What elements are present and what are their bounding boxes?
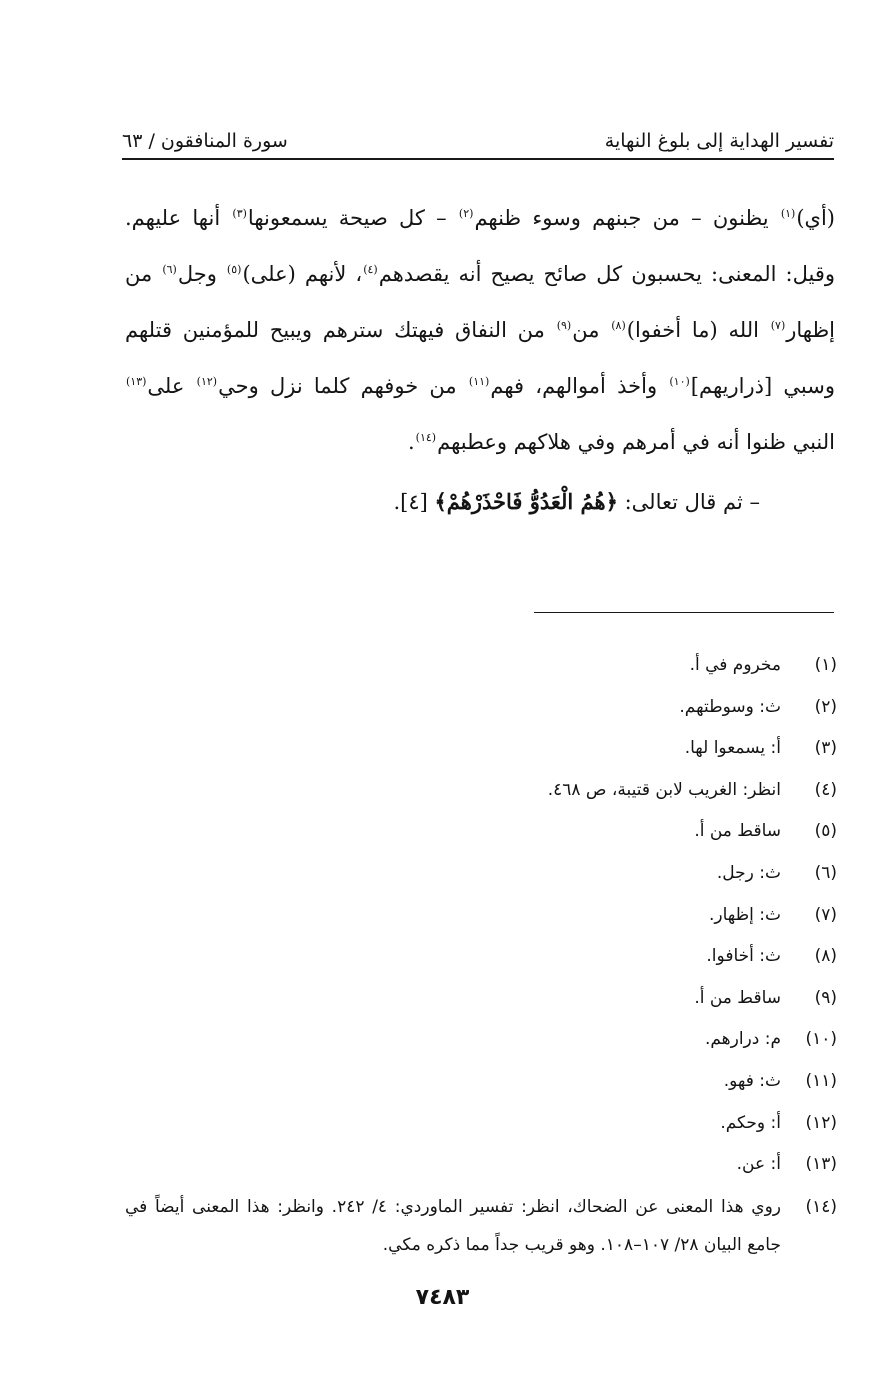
footnote-number: (١١) — [805, 1070, 837, 1091]
footnote-text: ث: وسوطتهم. — [679, 696, 781, 717]
footnote-item — [125, 645, 837, 687]
text-run: أنها عليهم. وقيل: المعنى: يحسبون كل صائح يصيح أنه يقصدهم — [125, 206, 835, 286]
footnote-item — [125, 687, 837, 729]
footnote-text: ث: إظهار. — [708, 904, 781, 925]
footnote-number: (١٤) — [805, 1196, 837, 1217]
text-run: على — [147, 374, 196, 398]
footnote-item — [125, 770, 837, 812]
text-run: ، لأنهم (على) — [242, 262, 363, 286]
text-run: . — [407, 430, 415, 454]
footnote-ref: (٤) — [363, 263, 378, 276]
footnote-item — [125, 936, 837, 978]
footnote-ref: (١٤) — [415, 431, 437, 444]
footnote-text: مخروم في أ. — [689, 655, 781, 675]
text-run: وجل — [177, 262, 226, 286]
footnote-number: (٦) — [814, 862, 837, 883]
footnote-item — [125, 853, 837, 895]
footnote-number: (٥) — [814, 821, 837, 842]
footnote-ref: (٣) — [232, 207, 247, 220]
footnote-ref: (٦) — [162, 263, 177, 276]
text-run: يظنون – من جبنهم وسوء ظنهم — [474, 206, 780, 230]
footnote-divider — [534, 612, 834, 613]
footnote-number: (٨) — [814, 946, 837, 967]
ayah-number: [٤]. — [393, 490, 435, 514]
commentary-paragraph — [125, 190, 835, 470]
footnote-text: أ: عن. — [736, 1154, 781, 1175]
text-run: من — [572, 318, 611, 342]
footnote-item — [125, 811, 837, 853]
footnote-ref: (٢) — [458, 207, 474, 220]
footnote-number: (١٢) — [805, 1112, 837, 1133]
page-number: ٧٤٨٣ — [415, 1285, 470, 1310]
footnote-text: ساقط من أ. — [694, 821, 781, 842]
footnote-text: روي هذا المعنى عن الضحاك، انظر: تفسير الماوردي: ٤/ ٢٤٢. وانظر: هذا المعنى أيضاً في جامع البيان ٢٨/ ١٠٧–١٠٨. وهو قريب جداً مما ذكره مكي. — [125, 1196, 781, 1255]
footnote-ref: (١٣) — [126, 375, 147, 388]
header-divider — [122, 158, 834, 160]
running-header — [122, 118, 834, 152]
footnote-number: (٧) — [814, 904, 837, 925]
footnote-item — [125, 1186, 837, 1264]
footnote-ref: (١١) — [468, 375, 490, 388]
quran-verse-line — [125, 474, 835, 530]
footnote-text: أ: يسمعوا لها. — [684, 738, 781, 759]
main-text — [125, 190, 835, 530]
footnote-text: أ: وحكم. — [720, 1112, 781, 1133]
footnote-text: ث: فهو. — [723, 1070, 781, 1091]
footnote-item — [125, 1061, 837, 1103]
text-run: وأخذ أموالهم، فهم — [490, 374, 669, 398]
footnote-text: ث: رجل. — [716, 862, 781, 883]
footnote-number: (١) — [814, 655, 837, 675]
verse-intro: – ثم قال تعالى: — [617, 490, 760, 514]
footnote-ref: (٥) — [226, 263, 242, 276]
footnote-item — [125, 1019, 837, 1061]
text-run: النبي ظنوا أنه في أمرهم وفي هلاكهم وعطبهم — [437, 430, 835, 454]
footnote-ref: (١٠) — [669, 375, 690, 388]
footnote-ref: (١٢) — [196, 375, 218, 388]
footnote-text: انظر: الغريب لابن قتيبة، ص ٤٦٨. — [547, 779, 781, 800]
footnote-item — [125, 895, 837, 937]
footnote-ref: (٩) — [556, 319, 572, 332]
footnote-text: م: درارهم. — [704, 1029, 781, 1050]
footnote-number: (١٠) — [805, 1029, 837, 1050]
footnote-text: ساقط من أ. — [694, 987, 781, 1008]
footnote-list — [125, 645, 837, 1264]
text-run: من خوفهم كلما نزل وحي — [218, 374, 468, 398]
text-run: – كل صيحة يسمعونها — [247, 206, 458, 230]
footnote-number: (٤) — [814, 779, 837, 800]
footnote-ref: (٨) — [611, 319, 626, 332]
text-run: من إظهار — [125, 262, 836, 342]
text-run: الله (ما أخفوا) — [626, 318, 770, 342]
text-run: من النفاق فيهتك سترهم ويبيح للمؤمنين قتلهم وسبي [ذراريهم] — [125, 318, 835, 398]
footnote-number: (٩) — [814, 987, 837, 1008]
footnote-item — [125, 978, 837, 1020]
footnote-number: (٢) — [814, 696, 837, 717]
header-book-title: تفسير الهداية إلى بلوغ النهاية — [604, 130, 834, 152]
header-surah-title: سورة المنافقون / ٦٣ — [122, 130, 288, 152]
footnote-item — [125, 728, 837, 770]
quran-ayah: ﴿هُمُ الْعَدُوُّ فَاحْذَرْهُمْ﴾ — [434, 489, 618, 514]
text-run: (أي) — [796, 206, 835, 230]
footnote-text: ث: أخافوا. — [706, 946, 781, 967]
footnote-item — [125, 1103, 837, 1145]
footnote-ref: (٧) — [770, 319, 786, 332]
footnote-item — [125, 1144, 837, 1186]
footnote-ref: (١) — [780, 207, 796, 220]
footnote-number: (٣) — [814, 738, 837, 759]
footnote-number: (١٣) — [805, 1154, 837, 1175]
